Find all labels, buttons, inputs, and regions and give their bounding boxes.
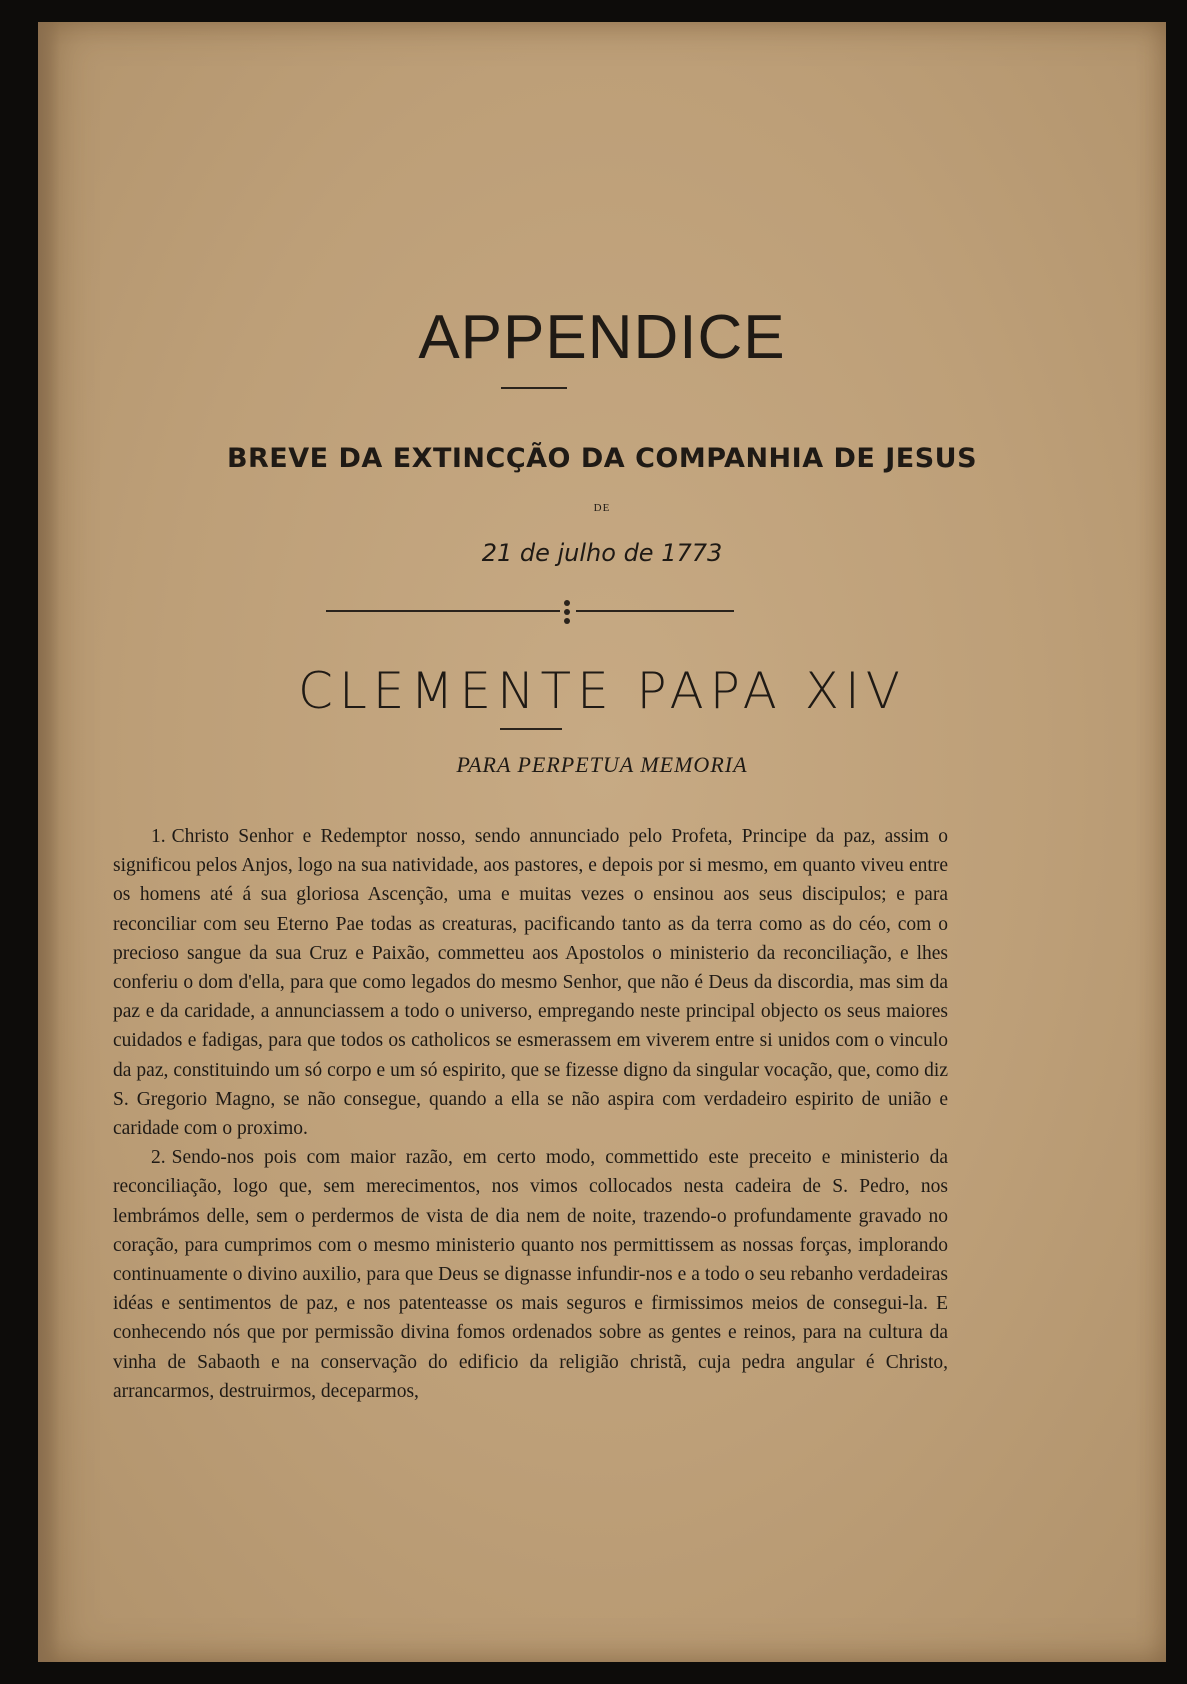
pope-heading: CLEMENTE PAPA XIV bbox=[298, 662, 906, 720]
paragraph-text: Sendo-nos pois com maior razão, em certo modo, commettido este preceito e ministerio da reconciliação, logo que, sem merecimentos, nos vimos collocados nesta cadeira de S. Pedro, nos lembrámos delle, sem o perdermos de vista de dia nem de noite, trazendo-o profundamente gravado no coração, para cumprimos com o mesmo ministerio quanto nos permittissem as nossas forças, implorando continuamente o divino auxilio, para que Deus se dignasse infundir-nos e a todo o seu rebanho verdadeiras idéas e sentimentos de paz, e nos patenteasse os mais seguros e firmissimos meios de consegui-la. E conhecendo nós que por permissão divina fomos ordenados sobre as gentes e reinos, para na cultura da vinha de Sabaoth e na conservação do edificio da religião christã, cuja pedra angular é Christo, arrancarmos, destruirmos, deceparmos, bbox=[113, 1147, 948, 1402]
paragraph-1 bbox=[113, 822, 948, 1143]
memoria-heading: PARA PERPETUA MEMORIA bbox=[456, 752, 748, 777]
ornament-rule-right bbox=[576, 610, 734, 612]
ornament-rule-left bbox=[326, 610, 560, 612]
title-rule bbox=[501, 387, 567, 389]
book-page bbox=[38, 22, 1166, 1662]
page-title: APPENDICE bbox=[418, 303, 786, 372]
paragraph-text: Christo Senhor e Redemptor nosso, sendo annunciado pelo Profeta, Principe da paz, assim o significou pelos Anjos, logo na sua natividade, aos pastores, e depois por si mesmo, em quanto viveu entre os homens até á sua gloriosa Ascenção, uma e muitas vezes o ensinou aos seus discipulos; e para reconciliar com seu Eterno Pae todas as creaturas, pacificando tanto as da terra como as do céo, com o precioso sangue da sua Cruz e Paixão, commetteu aos Apostolos o ministerio da reconciliação, e lhes conferiu o dom d'ella, para que como legados do mesmo Senhor, que não é Deus da discordia, mas sim da paz e da caridade, a annunciassem a todo o universo, empregando neste principal objecto os seus maiores cuidados e fadigas, para que todos os catholicos se esmerassem em viverem entre si unidos com o vinculo da paz, constituindo um só corpo e um só espirito, que se fizesse digno da singular vocação, que, como diz S. Gregorio Magno, se não consegue, quando a ella se não aspira com verdadeiro espirito de união e caridade com o proximo. bbox=[113, 826, 948, 1140]
paragraph-number: 2. bbox=[151, 1147, 166, 1169]
ornament-dots bbox=[564, 600, 572, 627]
pope-rule bbox=[500, 728, 562, 730]
body-text bbox=[113, 822, 948, 1406]
paragraph-2 bbox=[113, 1143, 948, 1406]
de-label: DE bbox=[593, 502, 611, 514]
document-subtitle: BREVE DA EXTINCÇÃO DA COMPANHIA DE JESUS bbox=[226, 443, 978, 474]
page-spine-shadow bbox=[38, 22, 60, 1662]
document-date: 21 de julho de 1773 bbox=[481, 539, 723, 567]
paragraph-number: 1. bbox=[151, 826, 166, 847]
